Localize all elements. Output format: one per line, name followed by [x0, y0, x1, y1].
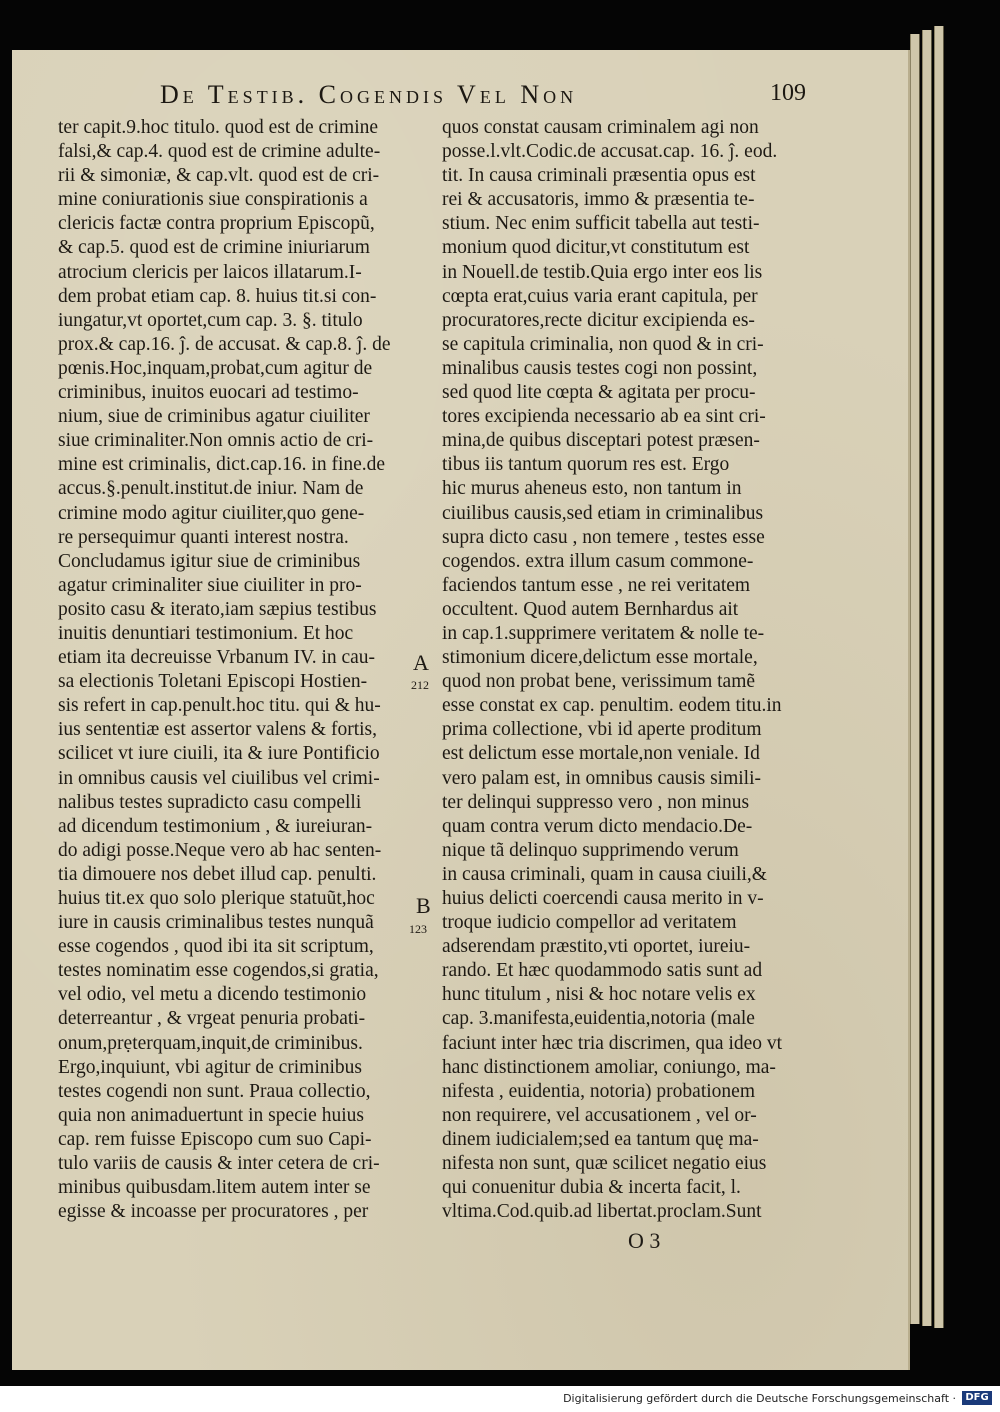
dfg-logo: DFG — [962, 1391, 992, 1405]
text-line: cogendos. extra illum casum commone- — [442, 550, 754, 572]
text-line: in causa criminali, quam in causa ciuili,& — [442, 863, 767, 885]
margin-number: 123 — [409, 922, 427, 936]
text-line: quos constat causam criminalem agi non — [442, 117, 759, 138]
text-line: nifesta non sunt, quæ scilicet negatio eius — [442, 1153, 767, 1175]
text-line: cap. 3.manifesta,euidentia,notoria (male — [442, 1008, 755, 1030]
text-line: scilicet vt iure ciuili, ita & iure Pontificio — [58, 743, 380, 765]
page-edge — [934, 26, 944, 1328]
text-line: sed quod lite cœpta & agitata per procu- — [442, 382, 756, 404]
text-line: non requirere, vel accusationem , vel or- — [442, 1104, 757, 1126]
text-line: pœnis.Hoc,inquam,probat,cum agitur de — [58, 357, 373, 379]
text-line: re persequimur quanti interest nostra. — [58, 526, 349, 548]
text-line: supra dicto casu , non temere , testes esse — [442, 526, 765, 548]
text-line: dem probat etiam cap. 8. huius tit.si con- — [58, 285, 377, 307]
text-line: stium. Nec enim sufficit tabella aut testi- — [442, 213, 760, 235]
text-line: onum,prẹterquam,inquit,de criminibus. — [58, 1032, 363, 1054]
running-head: De Testib. Cogendis Vel Non — [160, 80, 578, 109]
text-line: siue criminaliter.Non omnis actio de cri- — [58, 430, 374, 452]
text-line: accus.§.penult.institut.de iniur. Nam de — [58, 478, 364, 500]
margin-letter: B — [416, 893, 431, 918]
text-line: huius tit.ex quo solo plerique statuũt,hoc — [58, 888, 375, 909]
text-line: ad dicendum testimonium , & iureiuran- — [58, 815, 373, 837]
page-edge — [910, 34, 920, 1324]
text-line: crimine modo agitur ciuiliter,quo gene- — [58, 502, 365, 524]
text-line: atrocium clericis per laicos illatarum.I- — [58, 261, 362, 283]
text-line: ius sententiæ est assertor valens & fortis, — [58, 719, 377, 741]
text-line: Ergo,inquiunt, vbi agitur de criminibus — [58, 1056, 363, 1078]
text-line: in cap.1.supprimere veritatem & nolle te- — [442, 622, 765, 644]
text-line: ter delinqui suppresso vero , non minus — [442, 791, 750, 813]
page-number: 109 — [770, 80, 806, 106]
text-line: iungatur,vt oportet,cum cap. 3. §. titulo — [58, 309, 363, 331]
text-line: iure in causis criminalibus testes nunquã — [58, 912, 374, 934]
text-line: deterreantur , & vrgeat penuria probati- — [58, 1008, 366, 1030]
text-line: nalibus testes supradicto casu compelli — [58, 791, 362, 813]
text-line: nium, siue de criminibus agatur ciuiliter — [58, 406, 370, 428]
right-column — [442, 116, 787, 1224]
text-line: clericis factæ contra proprium Episcopũ, — [58, 213, 375, 235]
text-line: se capitula criminalia, non quod & in cri- — [442, 333, 764, 355]
text-line: tibus iis tantum quorum res est. Ergo — [442, 454, 730, 476]
text-line: sa electionis Toletani Episcopi Hostien- — [58, 671, 368, 693]
funding-notice: Digitalisierung gefördert durch die Deutsche Forschungsgemeinschaft · — [563, 1392, 956, 1405]
text-line: in omnibus causis vel ciuilibus vel crimi- — [58, 767, 380, 789]
text-line: mine est criminalis, dict.cap.16. in fine.de — [58, 454, 386, 476]
text-line: dinem iudicialem;sed ea tantum quę ma- — [442, 1128, 759, 1150]
text-line: quam contra verum dicto mendacio.De- — [442, 815, 753, 837]
text-line: prox.& cap.16. ĵ. de accusat. & cap.8. ĵ. de — [58, 333, 391, 355]
text-line: do adigi posse.Neque vero ab hac senten- — [58, 839, 382, 861]
text-line: criminibus, inuitos euocari ad testimo- — [58, 382, 359, 404]
text-line: testes cogendi non sunt. Praua collectio, — [58, 1080, 371, 1102]
text-line: posito casu & iterato,iam sæpius testibus — [58, 598, 377, 620]
text-line: stimonium dicere,delictum esse mortale, — [442, 647, 758, 669]
text-line: qui conuenitur dubia & incerta facit, l. — [442, 1177, 741, 1199]
text-line: faciunt inter hæc tria discrimen, qua ideo vt — [442, 1032, 783, 1054]
text-line: ter capit.9.hoc titulo. quod est de crimine — [58, 117, 379, 138]
text-line: minalibus causis testes cogi non possint, — [442, 357, 758, 379]
text-line: agatur criminaliter siue ciuiliter in pro- — [58, 574, 362, 596]
text-line: rando. Et hæc quodammodo satis sunt ad — [442, 960, 763, 982]
text-line: tit. In causa criminali præsentia opus est — [442, 165, 756, 187]
text-line: cœpta erat,cuius varia erant capitula, per — [442, 285, 758, 307]
page-edge — [922, 30, 932, 1326]
text-line: tores excipienda necessario ab ea sint cri- — [442, 406, 766, 428]
text-line: vel odio, vel metu a dicendo testimonio — [58, 984, 367, 1006]
text-line: cap. rem fuisse Episcopo cum suo Capi- — [58, 1128, 372, 1150]
text-line: quod non probat bene, verissimum tamẽ — [442, 671, 756, 693]
text-line: tulo variis de causis & inter cetera de cri- — [58, 1153, 380, 1175]
text-line: monium quod dicitur,vt constitutum est — [442, 237, 750, 259]
text-line: in Nouell.de testib.Quia ergo inter eos lis — [442, 261, 763, 283]
text-line: minibus quibusdam.litem autem inter se — [58, 1177, 371, 1199]
text-line: testes nominatim esse cogendos,si gratia, — [58, 960, 379, 982]
margin-letter: A — [413, 650, 429, 675]
text-line: hunc titulum , nisi & hoc notare velis ex — [442, 984, 756, 1006]
text-line: falsi,& cap.4. quod est de crimine adulte- — [58, 141, 381, 163]
text-line: tia dimouere nos debet illud cap. penulti. — [58, 863, 377, 885]
text-line: hic murus aheneus esto, non tantum in — [442, 478, 742, 500]
text-line: mine coniurationis siue conspirationis a — [58, 189, 368, 211]
text-line: adserendam præstito,vti oportet, iureiu- — [442, 936, 751, 958]
text-line: procuratores,recte dicitur excipienda es- — [442, 309, 755, 331]
text-line: egisse & incoasse per procuratores , per — [58, 1201, 369, 1223]
signature-mark: O 3 — [628, 1228, 661, 1253]
text-line: nique tã delinquo supprimendo verum — [442, 839, 739, 861]
text-line: occultent. Quod autem Bernhardus ait — [442, 598, 739, 620]
text-line: etiam ita decreuisse Vrbanum IV. in cau- — [58, 647, 376, 669]
text-line: quia non animaduertunt in specie huius — [58, 1104, 364, 1126]
text-line: ciuilibus causis,sed etiam in criminalibus — [442, 502, 764, 524]
text-line: est delictum esse mortale,non veniale. Id — [442, 743, 760, 765]
text-line: sis refert in cap.penult.hoc titu. qui & hu- — [58, 695, 381, 717]
text-line: posse.l.vlt.Codic.de accusat.cap. 16. ĵ. eod. — [442, 141, 778, 163]
footer-bar — [0, 1386, 1000, 1412]
text-line: nifesta , euidentia, notoria) probationem — [442, 1080, 755, 1102]
text-line: & cap.5. quod est de crimine iniuriarum — [58, 237, 370, 259]
text-line: esse cogendos , quod ibi ita sit scriptum, — [58, 936, 374, 958]
margin-number: 212 — [411, 678, 429, 692]
text-line: mina,de quibus disceptari potest præsen- — [442, 430, 760, 452]
text-line: faciendos tantum esse , ne rei veritatem — [442, 574, 751, 596]
text-line: vero palam est, in omnibus causis simili- — [442, 767, 761, 789]
text-line: troque iudicio compellor ad veritatem — [442, 912, 737, 934]
text-line: hanc distinctionem amoliar, coniungo, ma- — [442, 1056, 776, 1078]
text-line: Concludamus igitur siue de criminibus — [58, 550, 361, 572]
text-line: esse constat ex cap. penultim. eodem titu.in — [442, 695, 782, 717]
text-line: huius delicti coercendi causa merito in v- — [442, 888, 764, 909]
text-line: rii & simoniæ, & cap.vlt. quod est de cri- — [58, 165, 380, 187]
text-line: inuitis denuntiari testimonium. Et hoc — [58, 622, 354, 644]
text-line: prima collectione, vbi id aperte proditum — [442, 719, 762, 741]
text-line: rei & accusatoris, immo & præsentia te- — [442, 189, 755, 211]
left-column — [58, 116, 413, 1224]
text-line: vltima.Cod.quib.ad libertat.proclam.Sunt — [442, 1201, 762, 1223]
